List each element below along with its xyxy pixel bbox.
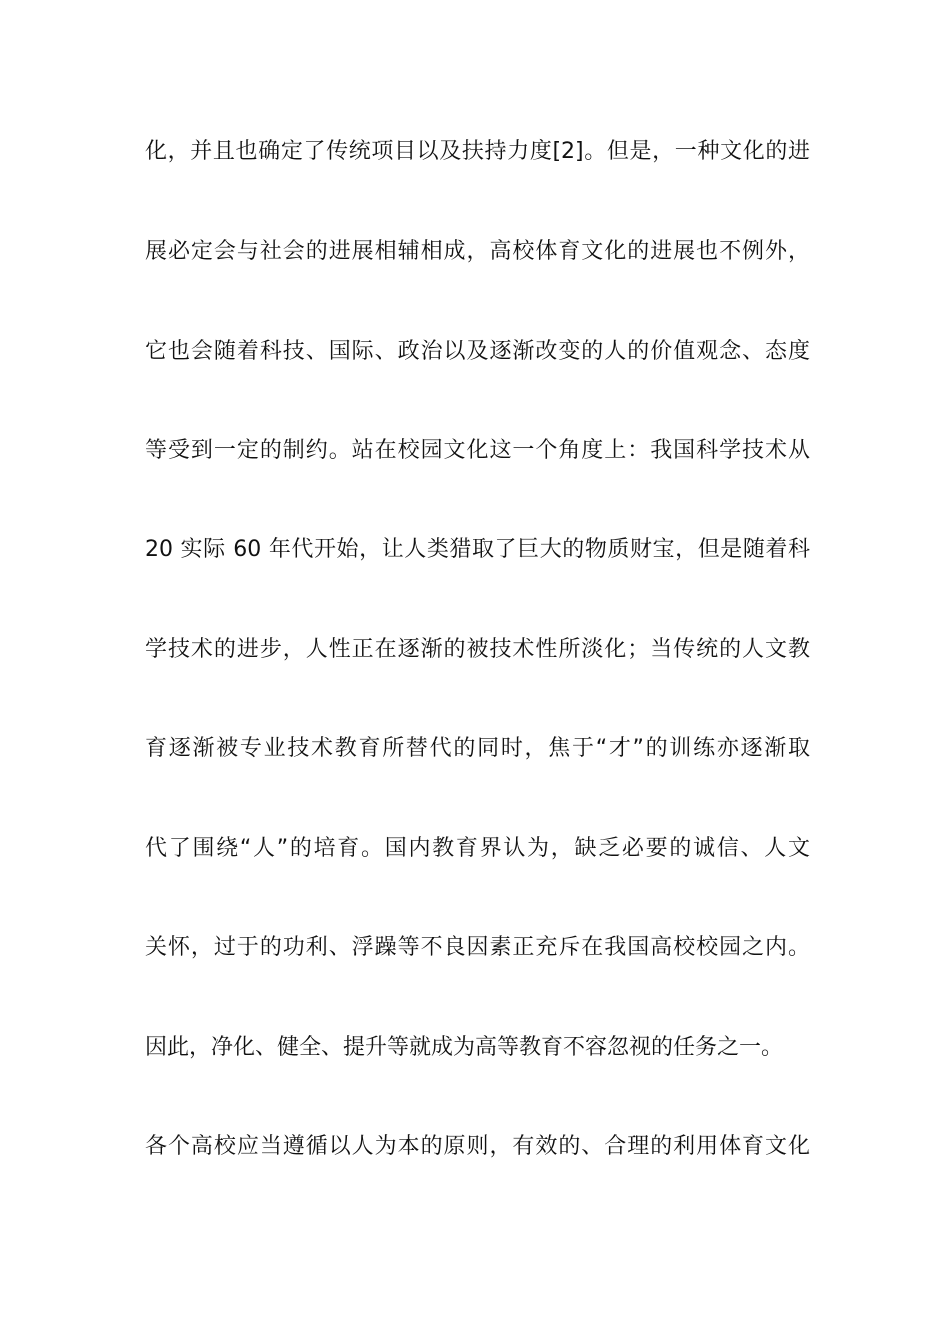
- body-text-line: 各个高校应当遵循以人为本的原则，有效的、合理的利用体育文化: [145, 1134, 810, 1159]
- body-text-line: 20 实际 60 年代开始，让人类猎取了巨大的物质财宝，但是随着科: [145, 537, 810, 562]
- body-text-line: 展必定会与社会的进展相辅相成，高校体育文化的进展也不例外，: [145, 239, 810, 264]
- body-text-line: 化，并且也确定了传统项目以及扶持力度[2]。但是，一种文化的进: [145, 139, 810, 164]
- body-text-line: 关怀，过于的功利、浮躁等不良因素正充斥在我国高校校园之内。: [145, 935, 810, 960]
- body-text-line: 育逐渐被专业技术教育所替代的同时，焦于“才”的训练亦逐渐取: [145, 736, 810, 761]
- body-text-line: 学技术的进步，人性正在逐渐的被技术性所淡化；当传统的人文教: [145, 637, 810, 662]
- body-text-line: 它也会随着科技、国际、政治以及逐渐改变的人的价值观念、态度: [145, 339, 810, 364]
- body-text-line: 代了围绕“人”的培育。国内教育界认为，缺乏必要的诚信、人文: [145, 836, 810, 861]
- body-text-line: 因此，净化、健全、提升等就成为高等教育不容忽视的任务之一。: [145, 1035, 784, 1060]
- body-text-line: 等受到一定的制约。站在校园文化这一个角度上：我国科学技术从: [145, 438, 810, 463]
